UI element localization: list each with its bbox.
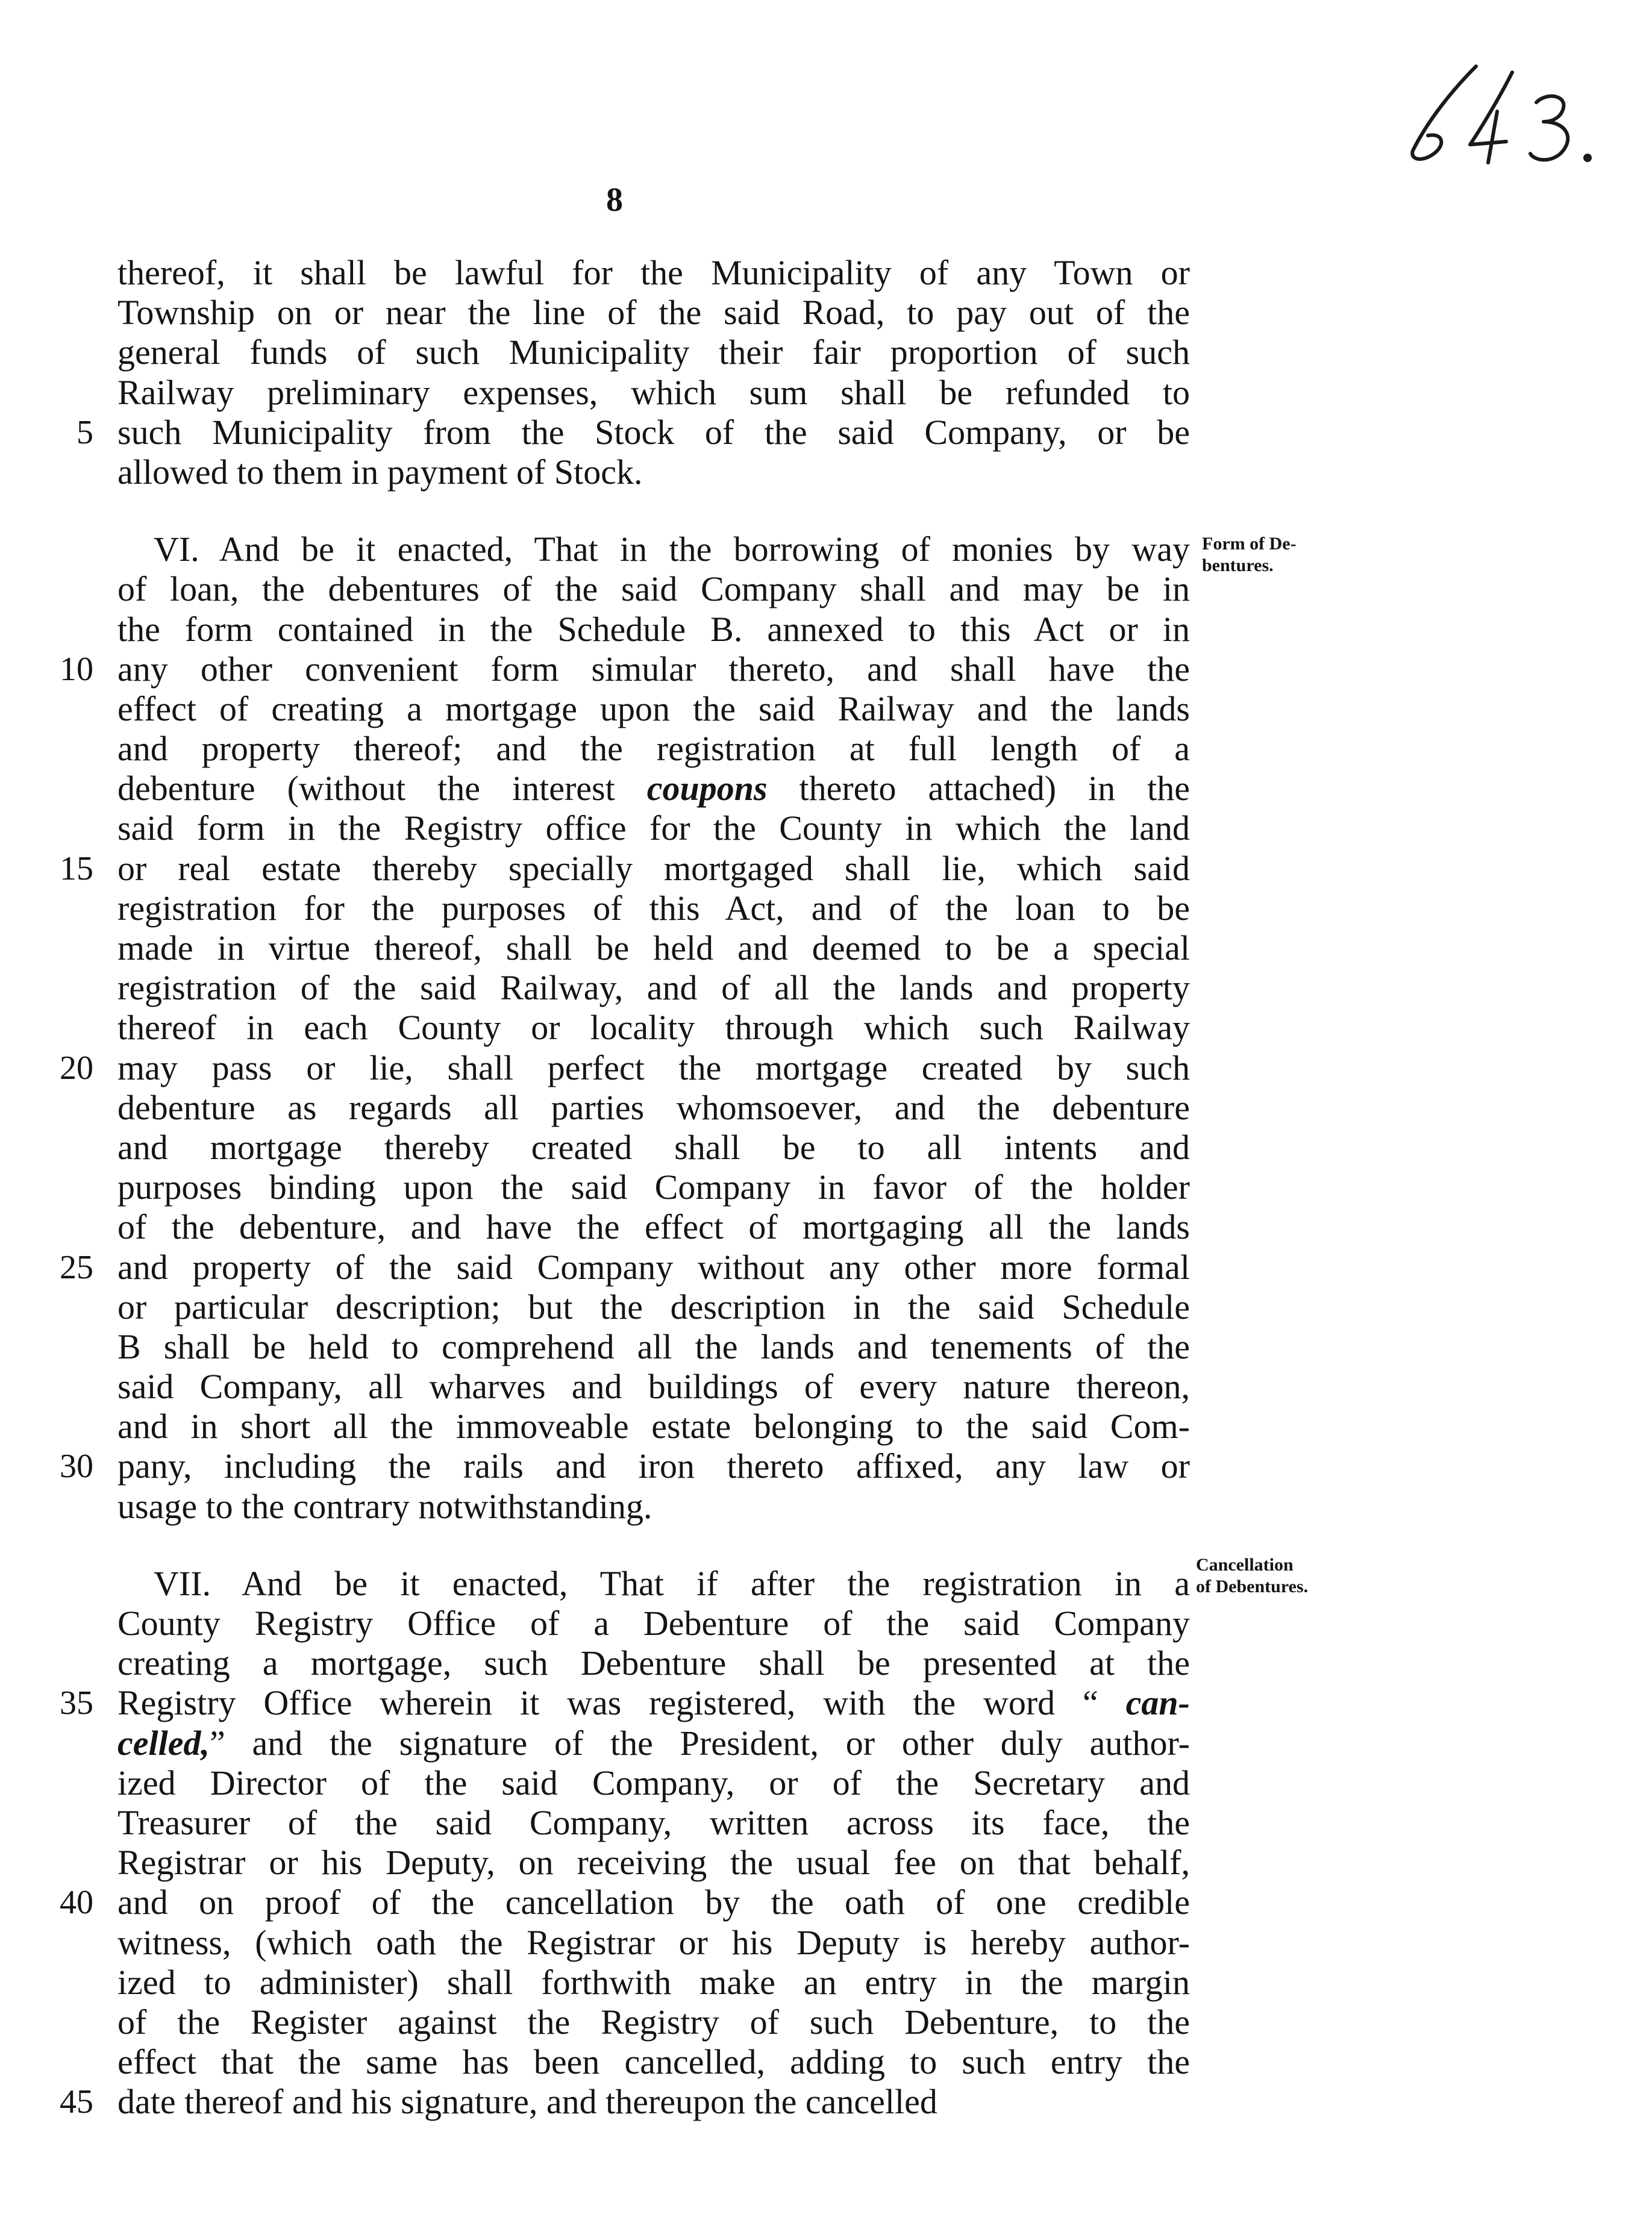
text-line (117, 1487, 1190, 1527)
line-text: thereof, it shall be lawful for the Municipality of any Town or (117, 253, 1190, 292)
line-text: date thereof and his signature, and thereupon the cancelled (117, 2082, 937, 2122)
text-line (117, 1923, 1190, 1963)
marginal-note-line: of Debentures. (1196, 1577, 1309, 1596)
text-line (117, 1128, 1190, 1168)
text-line (117, 1564, 1190, 1604)
line-text-segment: ” and the signature of the President, or other duly author- (209, 1723, 1190, 1763)
line-text: registration of the said Railway, and of all the lands and property (117, 968, 1190, 1008)
line-text: County Registry Office of a Debenture of the said Company (117, 1604, 1190, 1643)
line-text: and mortgage thereby created shall be to all intents and (117, 1127, 1190, 1167)
text-line (117, 333, 1190, 372)
text-line (60, 1446, 1190, 1486)
text-line (117, 1724, 1190, 1763)
text-line (117, 1207, 1190, 1247)
line-text: effect that the same has been cancelled, adding to such entry the (117, 2042, 1190, 2082)
text-line (117, 1168, 1190, 1207)
text-line (117, 808, 1190, 848)
handwritten-folio-number (1386, 54, 1603, 175)
body-text (60, 253, 1190, 2122)
text-line (117, 293, 1190, 333)
text-line (117, 2002, 1190, 2042)
text-line (117, 1843, 1190, 1883)
line-number: 25 (60, 1248, 93, 1286)
line-text: Railway preliminary expenses, which sum shall be refunded to (117, 372, 1190, 412)
line-text: usage to the contrary notwithstanding. (117, 1486, 652, 1526)
line-number: 20 (60, 1049, 93, 1087)
text-line (60, 1048, 1190, 1088)
line-text: said form in the Registry office for the County in which the land (117, 808, 1190, 848)
section-1 (60, 530, 1190, 1527)
line-text: and property thereof; and the registration at full length of a (117, 729, 1190, 769)
text-line (60, 1683, 1190, 1723)
text-line (60, 1247, 1190, 1287)
text-line (60, 848, 1190, 889)
marginal-note-line: Cancellation (1196, 1555, 1294, 1575)
line-number: 15 (60, 849, 93, 887)
line-text-segment: thereto attached) in the (767, 769, 1190, 808)
line-text: B shall be held to comprehend all the lands and tenements of the (117, 1327, 1190, 1366)
line-text: debenture as regards all parties whomsoever, and the debenture (117, 1087, 1190, 1127)
line-text: witness, (which oath the Registrar or his Deputy is hereby author- (117, 1922, 1190, 1962)
text-line (117, 928, 1190, 968)
line-text: any other convenient form simular thereto, and shall have the (117, 649, 1190, 689)
line-text: and in short all the immoveable estate belonging to the said Com- (117, 1407, 1190, 1446)
line-text: registration for the purposes of this Act, and of the loan to be (117, 888, 1190, 928)
line-number: 45 (60, 2083, 93, 2121)
text-line (117, 1604, 1190, 1643)
text-line (60, 2082, 1190, 2122)
marginal-note (1202, 533, 1297, 577)
line-text: purposes binding upon the said Company in favor of the holder (117, 1168, 1190, 1207)
text-line (117, 769, 1190, 808)
text-line (60, 1883, 1190, 1922)
marginal-note-line: Form of De- (1202, 534, 1297, 554)
text-line (117, 968, 1190, 1008)
text-line (77, 412, 1190, 452)
line-text (117, 1724, 1190, 1763)
section-0 (77, 253, 1190, 492)
text-line (117, 729, 1190, 769)
line-text: pany, including the rails and iron thereto affixed, any law or (117, 1446, 1190, 1486)
section-2 (60, 1563, 1190, 2122)
line-number: 40 (60, 1884, 93, 1922)
line-text-segment: debenture (without the interest (117, 769, 647, 808)
line-text: may pass or lie, shall perfect the mortgage created by such (117, 1048, 1190, 1087)
paragraph-gap (117, 492, 1190, 530)
line-text: such Municipality from the Stock of the said Company, or be (117, 412, 1190, 452)
text-line (117, 1803, 1190, 1843)
line-text-segment: Registry Office wherein it was registered, with the word “ (117, 1683, 1126, 1723)
line-text: VII. And be it enacted, That if after the registration in a (154, 1563, 1190, 1603)
line-text: creating a mortgage, such Debenture shall be presented at the (117, 1643, 1190, 1683)
text-line (117, 452, 1190, 492)
text-line (117, 1367, 1190, 1407)
text-line (117, 1643, 1190, 1683)
line-text: of the Register against the Registry of such Debenture, to the (117, 2002, 1190, 2042)
text-line (117, 253, 1190, 293)
line-text (117, 769, 1190, 808)
line-text: and property of the said Company without any other more formal (117, 1247, 1190, 1287)
italic-term: can- (1125, 1683, 1190, 1723)
text-line (117, 689, 1190, 729)
line-number: 35 (60, 1684, 93, 1722)
line-text: ized to administer) shall forthwith make an entry in the margin (117, 1962, 1190, 2002)
line-text (117, 1683, 1190, 1723)
line-text: of the debenture, and have the effect of mortgaging all the lands (117, 1207, 1190, 1247)
text-line (117, 373, 1190, 413)
line-text: allowed to them in payment of Stock. (117, 452, 643, 492)
text-line (117, 1008, 1190, 1048)
line-text: Township on or near the line of the said Road, to pay out of the (117, 293, 1190, 333)
line-text: general funds of such Municipality their fair proportion of such (117, 333, 1190, 372)
line-text: of loan, the debentures of the said Company shall and may be in (117, 569, 1190, 609)
text-line (117, 1287, 1190, 1327)
line-text: Treasurer of the said Company, written across its face, the (117, 1802, 1190, 1842)
text-line (117, 1327, 1190, 1367)
line-text: thereof in each County or locality through which such Railway (117, 1008, 1190, 1048)
line-text: Registrar or his Deputy, on receiving the usual fee on that behalf, (117, 1843, 1190, 1883)
text-line (117, 1963, 1190, 2002)
line-text: made in virtue thereof, shall be held and deemed to be a special (117, 928, 1190, 968)
line-number: 5 (77, 413, 93, 451)
marginal-note (1196, 1554, 1308, 1598)
text-line (117, 1088, 1190, 1128)
line-number: 30 (60, 1448, 93, 1486)
italic-term: celled, (117, 1723, 210, 1763)
text-line (60, 649, 1190, 689)
page-number: 8 (606, 181, 623, 219)
italic-term: coupons (646, 769, 768, 808)
text-line (117, 889, 1190, 928)
line-text: ized Director of the said Company, or of the Secretary and (117, 1763, 1190, 1802)
line-text: or real estate thereby specially mortgaged shall lie, which said (117, 848, 1190, 888)
marginal-note-line: bentures. (1202, 555, 1274, 575)
text-line (117, 569, 1190, 609)
line-number: 10 (60, 650, 93, 688)
paragraph-gap (117, 1527, 1190, 1564)
text-line (117, 530, 1190, 569)
text-line (117, 610, 1190, 649)
line-text: said Company, all wharves and buildings of every nature thereon, (117, 1367, 1190, 1407)
line-text: the form contained in the Schedule B. annexed to this Act or in (117, 609, 1190, 649)
line-text: and on proof of the cancellation by the oath of one credible (117, 1883, 1190, 1922)
line-text: effect of creating a mortgage upon the said Railway and the lands (117, 689, 1190, 728)
line-text: VI. And be it enacted, That in the borrowing of monies by way (154, 530, 1190, 569)
line-text: or particular description; but the description in the said Schedule (117, 1287, 1190, 1327)
text-line (117, 1407, 1190, 1446)
text-line (117, 2042, 1190, 2082)
text-line (117, 1763, 1190, 1803)
